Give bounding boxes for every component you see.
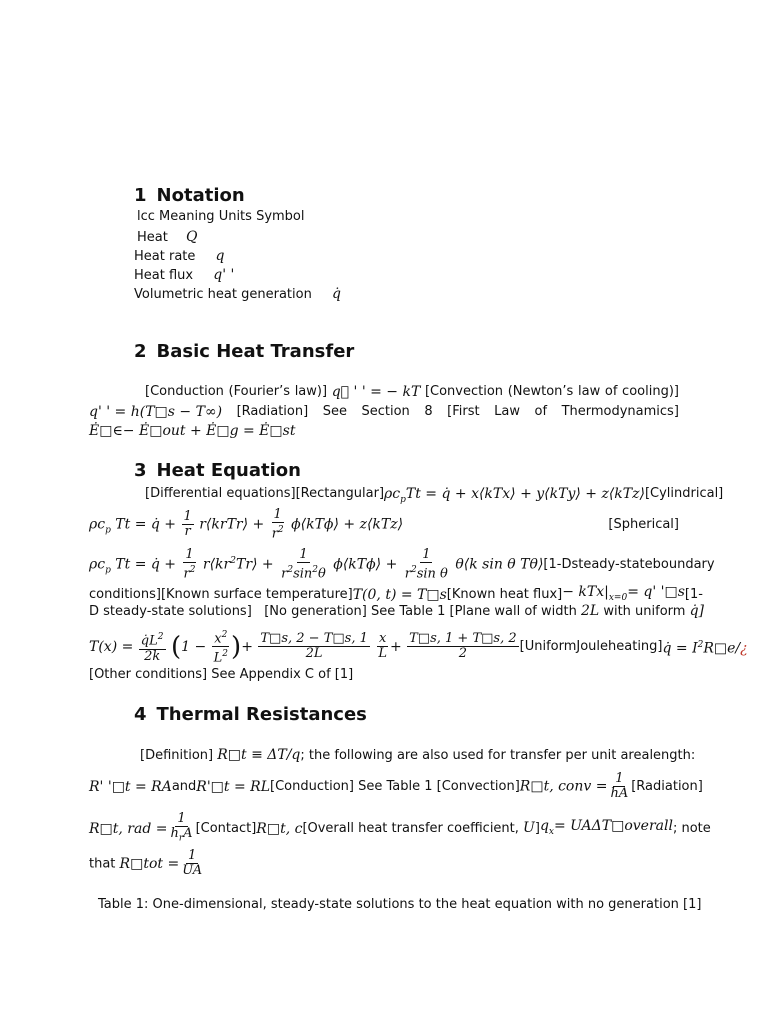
text: [Overall heat transfer coefficient, <box>302 821 519 837</box>
numerator: 1 <box>615 771 624 786</box>
equation-fourier: q⃗ ' ' = − kT <box>331 384 421 400</box>
section-title: Notation <box>156 185 245 206</box>
fraction <box>270 508 286 541</box>
math-sub: p <box>105 525 111 536</box>
notation-meaning: Heat flux <box>134 268 194 283</box>
numerator: T□s, 1 + T□s, 2 <box>409 631 517 647</box>
math-part: r⟨krTr⟩ + <box>199 516 265 533</box>
denominator: L <box>378 646 387 662</box>
section-heading-notation <box>134 185 245 206</box>
math-part: 1 − <box>181 638 207 655</box>
section-heading-thermal-resistances <box>134 704 367 725</box>
notation-symbol: q̇ <box>331 286 341 302</box>
text: [Known heat flux] <box>446 586 563 602</box>
numerator: x <box>378 631 387 647</box>
fraction <box>258 632 369 661</box>
math-inline: R'□t = RL <box>196 778 271 795</box>
math-part: R□e/ <box>703 640 741 657</box>
equation-joule-heating: q̇ = $I^2R□e/¿$ <box>662 640 748 657</box>
math-part: Tt = q̇ + <box>115 516 177 533</box>
denominator: 2L <box>305 646 323 662</box>
fraction <box>212 628 230 666</box>
math-part: ρc <box>89 556 106 573</box>
numerator: $q̇L^2$ <box>140 632 164 649</box>
equation-cylindrical <box>89 508 403 541</box>
math-part: q̇ = I <box>662 640 698 657</box>
fraction <box>180 849 204 878</box>
text: law <box>577 384 601 399</box>
notation-row <box>137 228 197 247</box>
text: D steady-state solutions] <box>89 604 252 619</box>
equation-energy-balance: Ė□∈− Ė□out + Ė□g = Ė□st <box>89 423 296 439</box>
math-part: ¿ <box>740 640 748 657</box>
notation-row <box>134 285 341 304</box>
text: [No generation] See Table 1 [Plane wall of width <box>264 604 577 619</box>
text: Joule <box>576 638 609 654</box>
text: [1-D <box>543 556 572 572</box>
paragraph-line <box>89 771 703 801</box>
table-caption: Table 1: One-dimensional, steady-state solutions to the heat equation with no generation [1] <box>98 897 702 912</box>
text: ; the following are also used for transfer per unit arealength: <box>300 748 696 763</box>
fraction <box>407 632 518 661</box>
text: that <box>89 856 116 872</box>
notation-row <box>134 266 234 285</box>
math-part: sin <box>293 566 313 582</box>
text: [Uniform <box>519 638 577 654</box>
equation-rectangular <box>384 485 645 509</box>
text: boundary <box>652 556 715 572</box>
equation-known-temperature: T(0, t) = T□s <box>352 586 447 603</box>
denominator: r <box>184 524 191 540</box>
section-title: Basic Heat Transfer <box>156 341 355 362</box>
math-part: R□tot = <box>119 855 180 872</box>
text: conditions] <box>89 586 161 602</box>
equation-resistance-definition: R□t ≡ ΔT/q <box>217 747 301 763</box>
text: Law <box>494 404 520 419</box>
text: cooling)] <box>622 384 679 399</box>
math-part: ρc <box>89 516 106 533</box>
text: [Contact] <box>195 820 257 836</box>
denominator: hA <box>610 786 629 801</box>
math-inline: R' '□t = RA <box>89 778 172 795</box>
text: with uniform <box>603 604 686 619</box>
math-part: r <box>281 566 288 582</box>
math-part: x <box>214 631 222 647</box>
text: [Convection <box>424 384 504 399</box>
numerator: 1 <box>183 509 192 525</box>
equation-overall-transfer <box>540 817 673 841</box>
text: [Rectangular] <box>295 486 385 501</box>
text: 8 <box>424 404 433 419</box>
text: [Known surface temperature] <box>160 586 353 602</box>
text: of <box>534 404 548 419</box>
text: and <box>171 778 197 794</box>
fraction <box>608 772 630 801</box>
numerator: 1 <box>273 507 282 522</box>
section-number: 2 <box>134 341 147 362</box>
denominator: 2k <box>144 648 161 664</box>
math-sub: p <box>400 494 406 505</box>
section-heading-basic-heat-transfer <box>134 341 354 362</box>
math-part: θ <box>318 566 326 582</box>
section-number: 4 <box>134 704 147 725</box>
math-part: Tt = q̇ + x⟨kTx⟩ + y⟨kTy⟩ + z⟨kTz⟩ <box>405 486 645 502</box>
math-part: R□t, conv = <box>519 778 608 795</box>
paragraph-line <box>89 508 679 541</box>
fraction <box>376 632 389 661</box>
math-part: ρc <box>384 486 401 502</box>
denominator: $r^2$ <box>183 565 196 582</box>
section-number: 3 <box>134 460 147 481</box>
math-sub: r <box>178 833 184 844</box>
equation-spherical: $\rho c_p$ Tt = q̇ + $\frac{1}{r^2}$ $r⟨kr^2Tr⟩$ + $\frac{1}{r^2\sin^2\theta}$ ϕ⟨kTϕ⟩ + $\frac{1}{r^2\sin \theta}$ θ⟨k sin θ Tθ⟩ <box>89 547 544 582</box>
denominator <box>168 827 194 846</box>
math-part: Tr⟩ + <box>235 556 274 573</box>
paragraph-line <box>145 383 679 401</box>
fraction <box>279 548 328 581</box>
paragraph-line <box>89 602 704 621</box>
math-part: r <box>404 566 411 582</box>
fraction <box>182 510 194 539</box>
math-part: A <box>183 826 193 841</box>
text: [Radiation] <box>631 778 703 794</box>
fraction <box>403 548 450 581</box>
numerator: 1 <box>422 547 431 562</box>
equation-newton: q' ' = h(T□s − T∞) <box>89 404 223 420</box>
math-part: = UAΔT□overall <box>553 817 673 834</box>
text: Thermodynamics] <box>561 404 679 419</box>
notation-table-header: lcc Meaning Units Symbol <box>137 209 305 224</box>
text: heating] <box>608 638 663 654</box>
numerator: 1 <box>185 547 194 562</box>
math-inline: U <box>523 820 535 837</box>
math-part: sin θ <box>416 566 448 582</box>
fraction <box>139 630 166 663</box>
text: [Radiation] <box>236 404 309 419</box>
math-part: θ⟨k sin θ Tθ⟩ <box>455 556 544 573</box>
section-heading-heat-equation <box>134 460 301 481</box>
math-part: ϕ⟨kTϕ⟩ + <box>333 556 398 573</box>
math-part: T(x) = <box>89 638 134 655</box>
equation-plane-wall: T(x) = $\frac{q̇L^2}{2k}$ (1 − $\frac{x^2}{L^2}$ )+ $\frac{T□s, 2 - T□s, 1}{2L}$ $\frac{x}{L}$ + $\frac{T□s, 1 + T□s, 2}{2}$ <box>89 630 517 666</box>
paragraph-line: [Other conditions] See Appendix C of [1] <box>89 667 354 682</box>
text: [Conduction] See Table 1 [Convection] <box>270 778 520 794</box>
numerator: 1 <box>188 848 197 863</box>
section-title: Heat Equation <box>156 460 301 481</box>
text: ] <box>534 821 540 837</box>
paragraph-line <box>145 485 724 509</box>
text: [Cylindrical] <box>644 486 724 501</box>
paragraph-line <box>89 811 711 846</box>
math-part: r⟨kr <box>202 556 231 573</box>
denominator: $r^2\sin$ θ <box>404 565 448 582</box>
notation-meaning: Heat rate <box>134 249 196 264</box>
numerator: 1 <box>299 547 308 562</box>
paragraph-line <box>89 628 748 666</box>
notation-symbol: q <box>215 248 225 264</box>
math-part: R□t, rad = <box>89 820 168 837</box>
text: ; note <box>672 820 711 836</box>
text: (Fourier’s <box>228 384 291 399</box>
text: of <box>604 384 618 399</box>
math-part: − kTx| <box>562 584 609 600</box>
numerator: $x^2$ <box>214 630 228 647</box>
math-part: q <box>539 817 549 834</box>
math-part: ϕ⟨kTϕ⟩ + z⟨kTz⟩ <box>291 516 404 533</box>
math-sub: x <box>548 826 554 837</box>
denominator: UA <box>182 863 203 878</box>
equation-convection-resistance <box>520 772 631 801</box>
fraction <box>182 548 198 581</box>
text <box>302 819 540 838</box>
paragraph-line <box>89 403 679 421</box>
equation-total-resistance <box>119 848 206 878</box>
fraction <box>168 812 194 846</box>
text: [Spherical] <box>608 516 679 532</box>
math-sub: x=0 <box>608 592 628 603</box>
text: [First <box>447 404 480 419</box>
equation-radiation-resistance <box>89 812 196 846</box>
text: See <box>322 404 347 419</box>
math-part: r <box>183 566 190 582</box>
notation-symbol: q' ' <box>213 267 235 283</box>
denominator: $r^2$ <box>271 525 284 542</box>
math-inline: R□t, c <box>256 820 303 837</box>
math-part: h <box>170 826 179 841</box>
text: Section <box>361 404 410 419</box>
denominator: $r^2\sin^2\theta$ <box>281 565 326 582</box>
math-part: Tt = q̇ + <box>115 556 177 573</box>
math-inline: q̇] <box>689 603 705 619</box>
text: [Conduction <box>145 384 224 399</box>
paragraph-line <box>140 746 695 765</box>
notation-symbol: Q <box>185 229 198 245</box>
paragraph-line <box>89 547 715 582</box>
numerator: T□s, 2 − T□s, 1 <box>260 631 368 647</box>
math-part: q̇L <box>140 633 158 649</box>
math-part: = q' '□s <box>627 584 685 600</box>
paragraph-line <box>89 849 205 878</box>
text: (Newton’s <box>507 384 574 399</box>
section-title: Thermal Resistances <box>156 704 367 725</box>
numerator: 1 <box>177 811 186 826</box>
math-part: r <box>271 526 278 542</box>
notation-meaning: Volumetric heat generation <box>134 287 312 302</box>
denominator: 2 <box>458 646 468 662</box>
denominator: $L^2$ <box>213 649 229 666</box>
text: [Differential equations] <box>145 486 296 501</box>
notation-row <box>134 247 225 266</box>
section-number: 1 <box>134 185 147 206</box>
text: [1- <box>684 586 703 602</box>
math-inline: 2L <box>580 603 600 619</box>
text: steady-state <box>571 556 653 572</box>
text: law)] <box>294 384 328 399</box>
notation-meaning: Heat <box>137 230 168 245</box>
text: [Definition] <box>140 748 214 763</box>
math-sub: p <box>105 565 111 576</box>
math-part: L <box>213 650 223 666</box>
